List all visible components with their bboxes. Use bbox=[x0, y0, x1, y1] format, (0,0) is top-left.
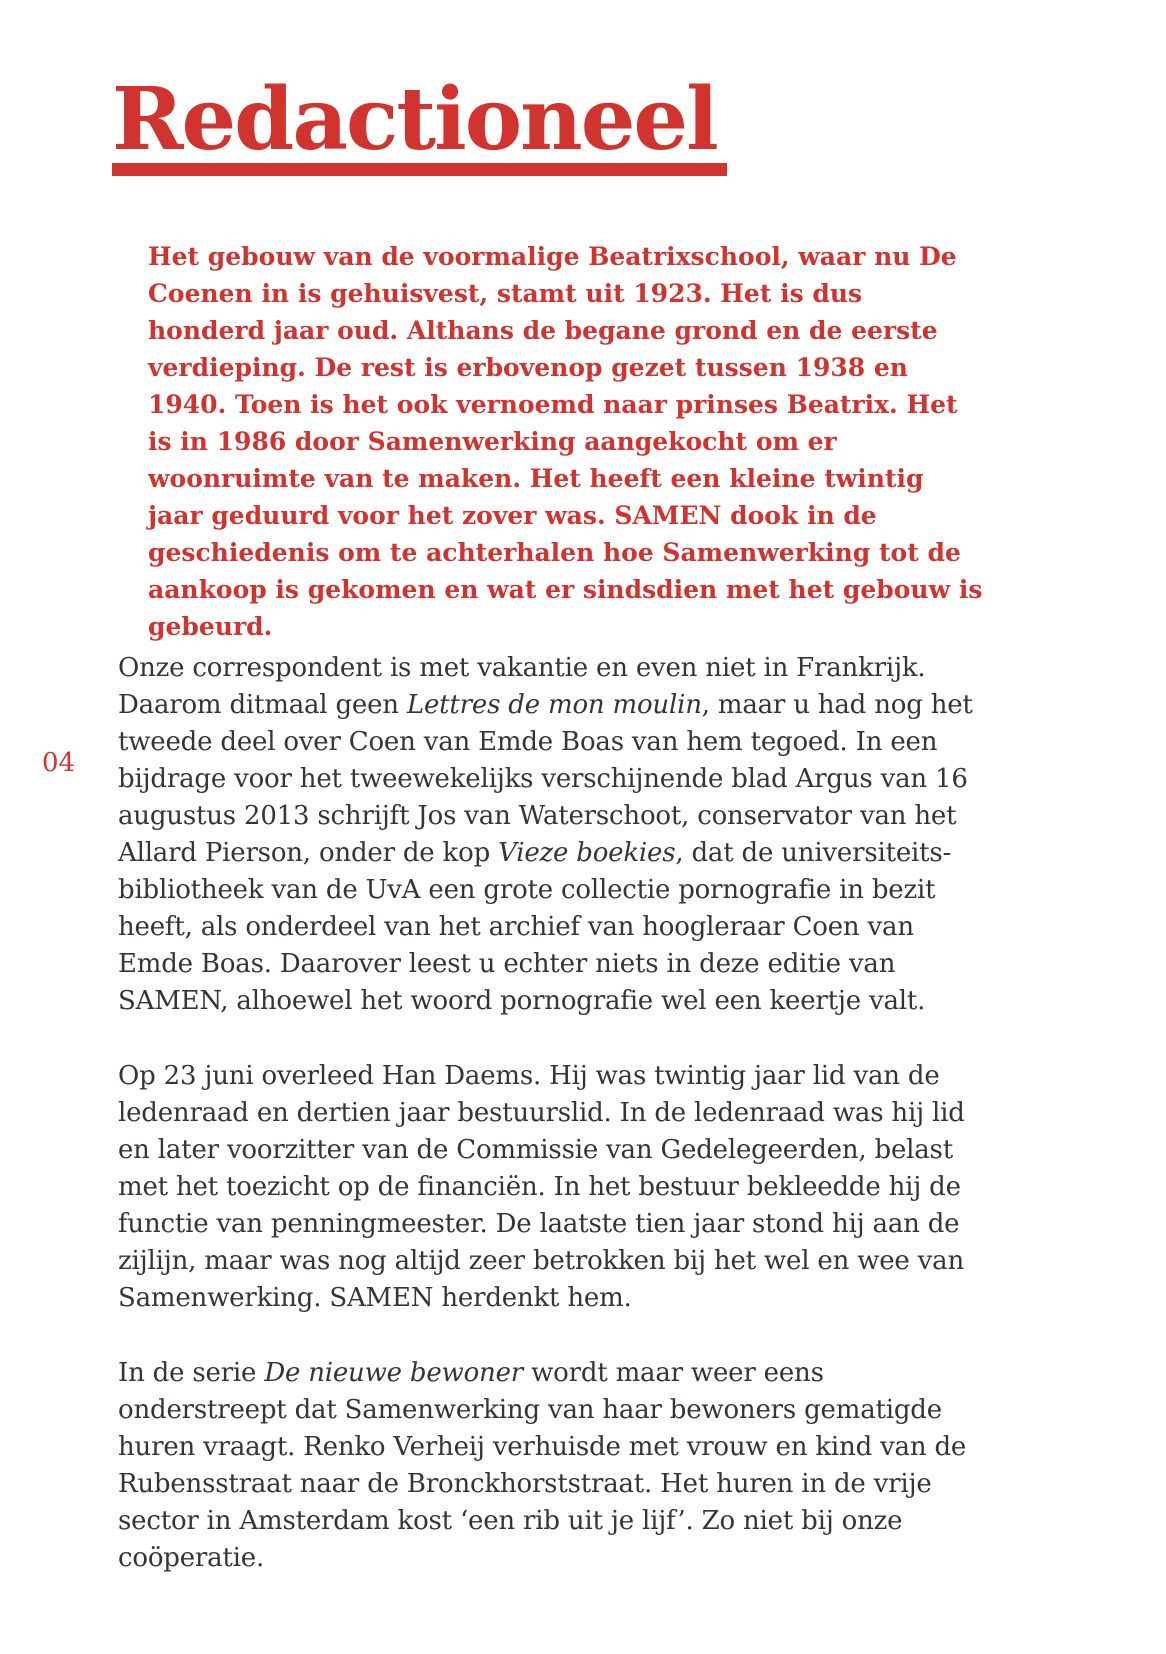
italic-text-run: Lettres de mon moulin bbox=[406, 690, 702, 720]
text-run: wordt maar weer eens onderstreept dat Samenwerking van haar bewoners gematigde huren vraagt. Renko Verheij verhuisde met vrouw en kind van de Rubensstraat naar de Bronckhorststraat. Het huren in de vrije sector in Amsterdam kost ‘een rib uit je lijf’. Zo niet bij onze coöperatie. bbox=[118, 1358, 967, 1573]
body-paragraph bbox=[118, 650, 985, 1020]
body-paragraph bbox=[118, 1355, 985, 1577]
text-run: Onze correspondent is met vakantie en even niet in Frankrijk. Daarom ditmaal geen bbox=[118, 653, 926, 720]
intro-paragraph: Het gebouw van de voormalige Beatrixschool, waar nu De Coenen in is gehuisvest, stamt uit 1923. Het is dus honderd jaar oud. Althans de begane grond en de eerste verdieping. De rest is erbovenop gezet tussen 1938 en 1940. Toen is het ook vernoemd naar prinses Beatrix. Het is in 1986 door Samenwerking aangekocht om er woonruimte van te maken. Het heeft een kleine twintig jaar geduurd voor het zover was. SAMEN dook in de geschiedenis om te achterhalen hoe Samenwerking tot de aankoop is gekomen en wat er sindsdien met het gebouw is gebeurd. bbox=[148, 242, 983, 641]
body-paragraph bbox=[118, 1058, 985, 1317]
page-number: 04 bbox=[42, 748, 76, 778]
italic-text-run: De nieuwe bewoner bbox=[264, 1358, 524, 1388]
text-run: In de serie bbox=[118, 1358, 265, 1388]
page-title: Redactioneel bbox=[112, 77, 727, 176]
italic-text-run: Vieze boekies bbox=[498, 838, 676, 868]
text-run: Op 23 juni overleed Han Daems. Hij was twintig jaar lid van de ledenraad en dertien jaar bestuurslid. In de ledenraad was hij lid en later voorzitter van de Commissie van Gedelegeerden, belast met het toezicht op de financiën. In het bestuur bekleedde hij de functie van penningmeester. De laatste tien jaar stond hij aan de zijlijn, maar was nog altijd zeer betrokken bij het wel en wee van Samenwerking. SAMEN herdenkt hem. bbox=[118, 1061, 965, 1313]
body-text bbox=[118, 650, 985, 1615]
text-run: , maar u had nog het tweede deel over Coen van Emde Boas van hem tegoed. In een bijdrage voor het tweewekelijks verschijnende blad Argus van 16 augustus 2013 schrijft Jos van Waterschoot, conservator van het Allard Pierson, onder de kop bbox=[118, 690, 973, 868]
text-run: , dat de universiteits-bibliotheek van de UvA een grote collectie pornografie in bezit heeft, als onderdeel van het archief van hoogleraar Coen van Emde Boas. Daarover leest u echter niets in deze editie van SAMEN, alhoewel het woord pornografie wel een keertje valt. bbox=[118, 838, 952, 1016]
